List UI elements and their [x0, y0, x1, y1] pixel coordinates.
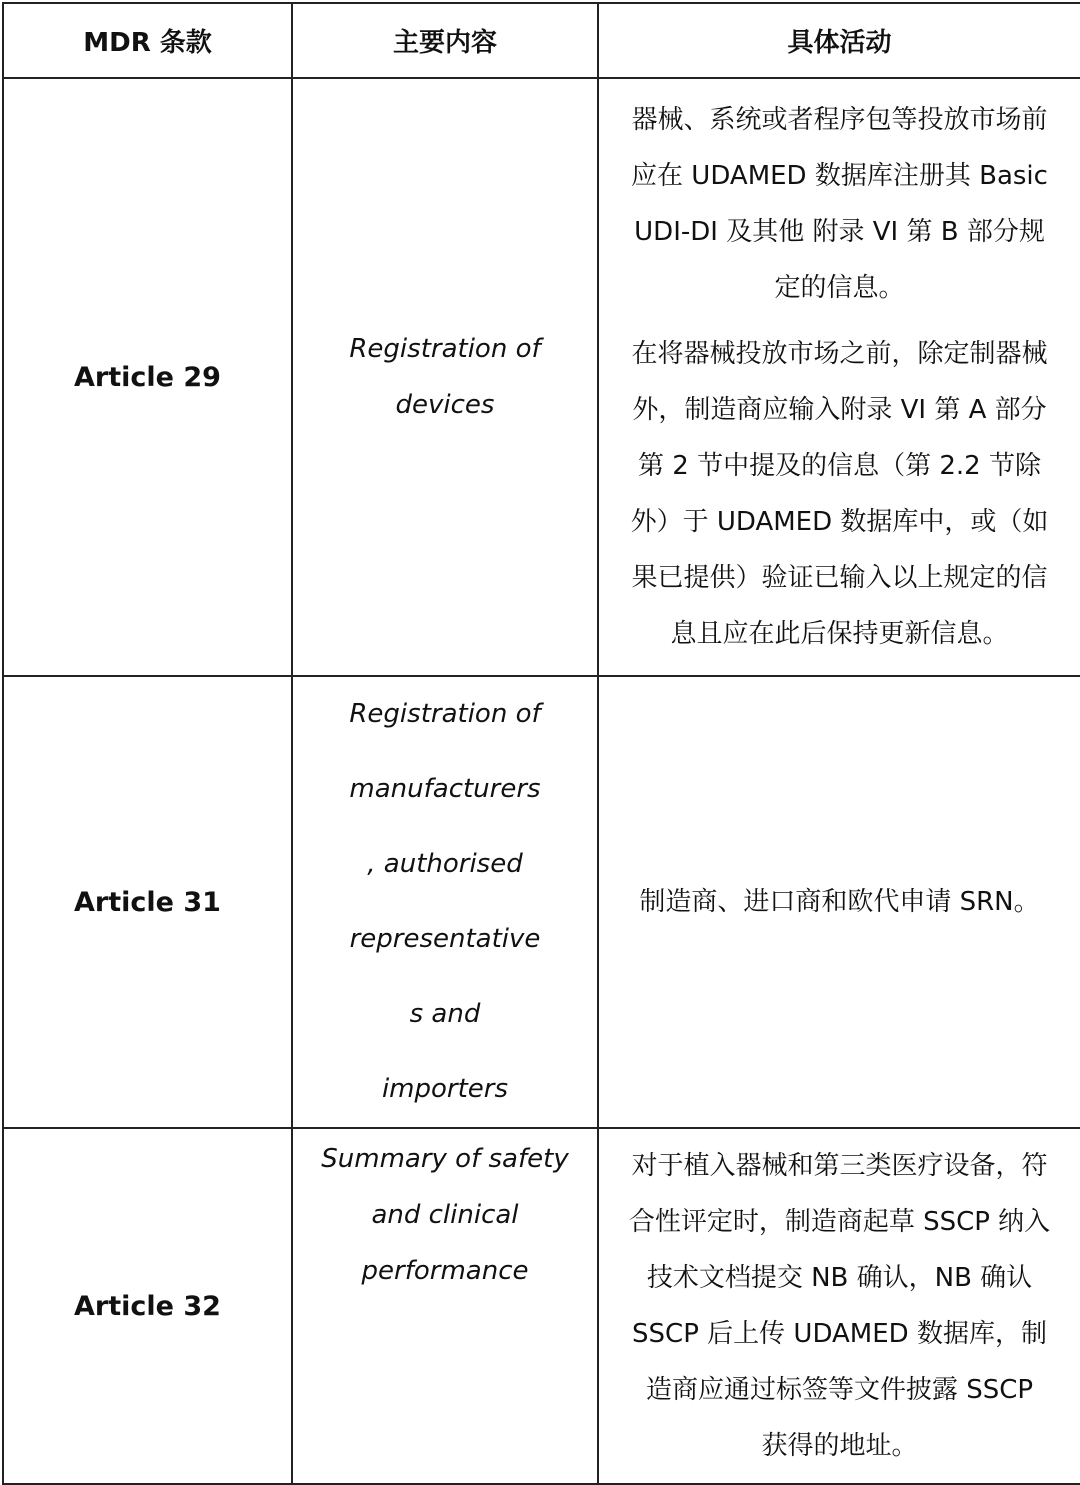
activity-line: 应在 UDAMED 数据库注册其 Basic	[631, 161, 1048, 191]
header-specific-activities: 具体活动	[598, 3, 1080, 78]
topic-cell	[292, 676, 598, 1128]
topic-line: importers	[381, 1074, 509, 1104]
activity-line: 对于植入器械和第三类医疗设备，符	[631, 1151, 1048, 1181]
topic-line: and clinical	[371, 1200, 519, 1230]
topic-line: Registration of	[349, 699, 541, 729]
activity-line: 技术文档提交 NB 确认，NB 确认	[646, 1263, 1033, 1293]
activity-line: 在将器械投放市场之前，除定制器械	[631, 339, 1048, 369]
header-main-content: 主要内容	[292, 3, 598, 78]
topic-line: s and	[409, 999, 481, 1029]
activity-cell	[598, 1128, 1080, 1484]
topic-cell	[292, 1128, 598, 1484]
activity-line: 制造商、进口商和欧代申请 SRN。	[639, 887, 1040, 917]
topic-line: Summary of safety	[321, 1144, 569, 1174]
table-header-row	[3, 3, 1080, 78]
activity-line: SSCP 后上传 UDAMED 数据库，制	[632, 1319, 1047, 1349]
activity-line: 果已提供）验证已输入以上规定的信	[631, 563, 1048, 593]
mdr-articles-table	[2, 2, 1080, 1485]
activity-line: 外，制造商应输入附录 VI 第 A 部分	[632, 395, 1047, 425]
activity-line: 造商应通过标签等文件披露 SSCP	[645, 1375, 1034, 1405]
activity-line: 合性评定时，制造商起草 SSCP 纳入	[628, 1207, 1051, 1237]
article-cell: Article 29	[3, 78, 292, 676]
topic-line: representative	[349, 924, 541, 954]
activity-paragraph	[607, 1138, 1072, 1474]
activity-line: 定的信息。	[774, 273, 905, 303]
article-cell: Article 31	[3, 676, 292, 1128]
topic-line: , authorised	[367, 849, 523, 879]
activity-line: 息且应在此后保持更新信息。	[670, 619, 1009, 649]
activity-line: 获得的地址。	[761, 1431, 918, 1461]
topic-line: performance	[361, 1256, 529, 1286]
topic-cell	[292, 78, 598, 676]
activity-paragraph	[607, 92, 1072, 316]
activity-paragraph	[607, 874, 1072, 930]
activity-line: 外）于 UDAMED 数据库中，或（如	[630, 507, 1049, 537]
activity-line: 器械、系统或者程序包等投放市场前	[631, 105, 1048, 135]
topic-line: manufacturers	[349, 774, 541, 804]
activity-cell	[598, 676, 1080, 1128]
activity-cell	[598, 78, 1080, 676]
table-row	[3, 1128, 1080, 1484]
table-row	[3, 78, 1080, 676]
topic-line: devices	[395, 390, 495, 420]
topic-line: Registration of	[349, 334, 541, 364]
activity-line: 第 2 节中提及的信息（第 2.2 节除	[638, 451, 1041, 481]
table-row	[3, 676, 1080, 1128]
activity-line: UDI-DI 及其他 附录 VI 第 B 部分规	[634, 217, 1045, 247]
header-mdr-article: MDR 条款	[3, 3, 292, 78]
article-cell: Article 32	[3, 1128, 292, 1484]
activity-paragraph	[607, 326, 1072, 662]
